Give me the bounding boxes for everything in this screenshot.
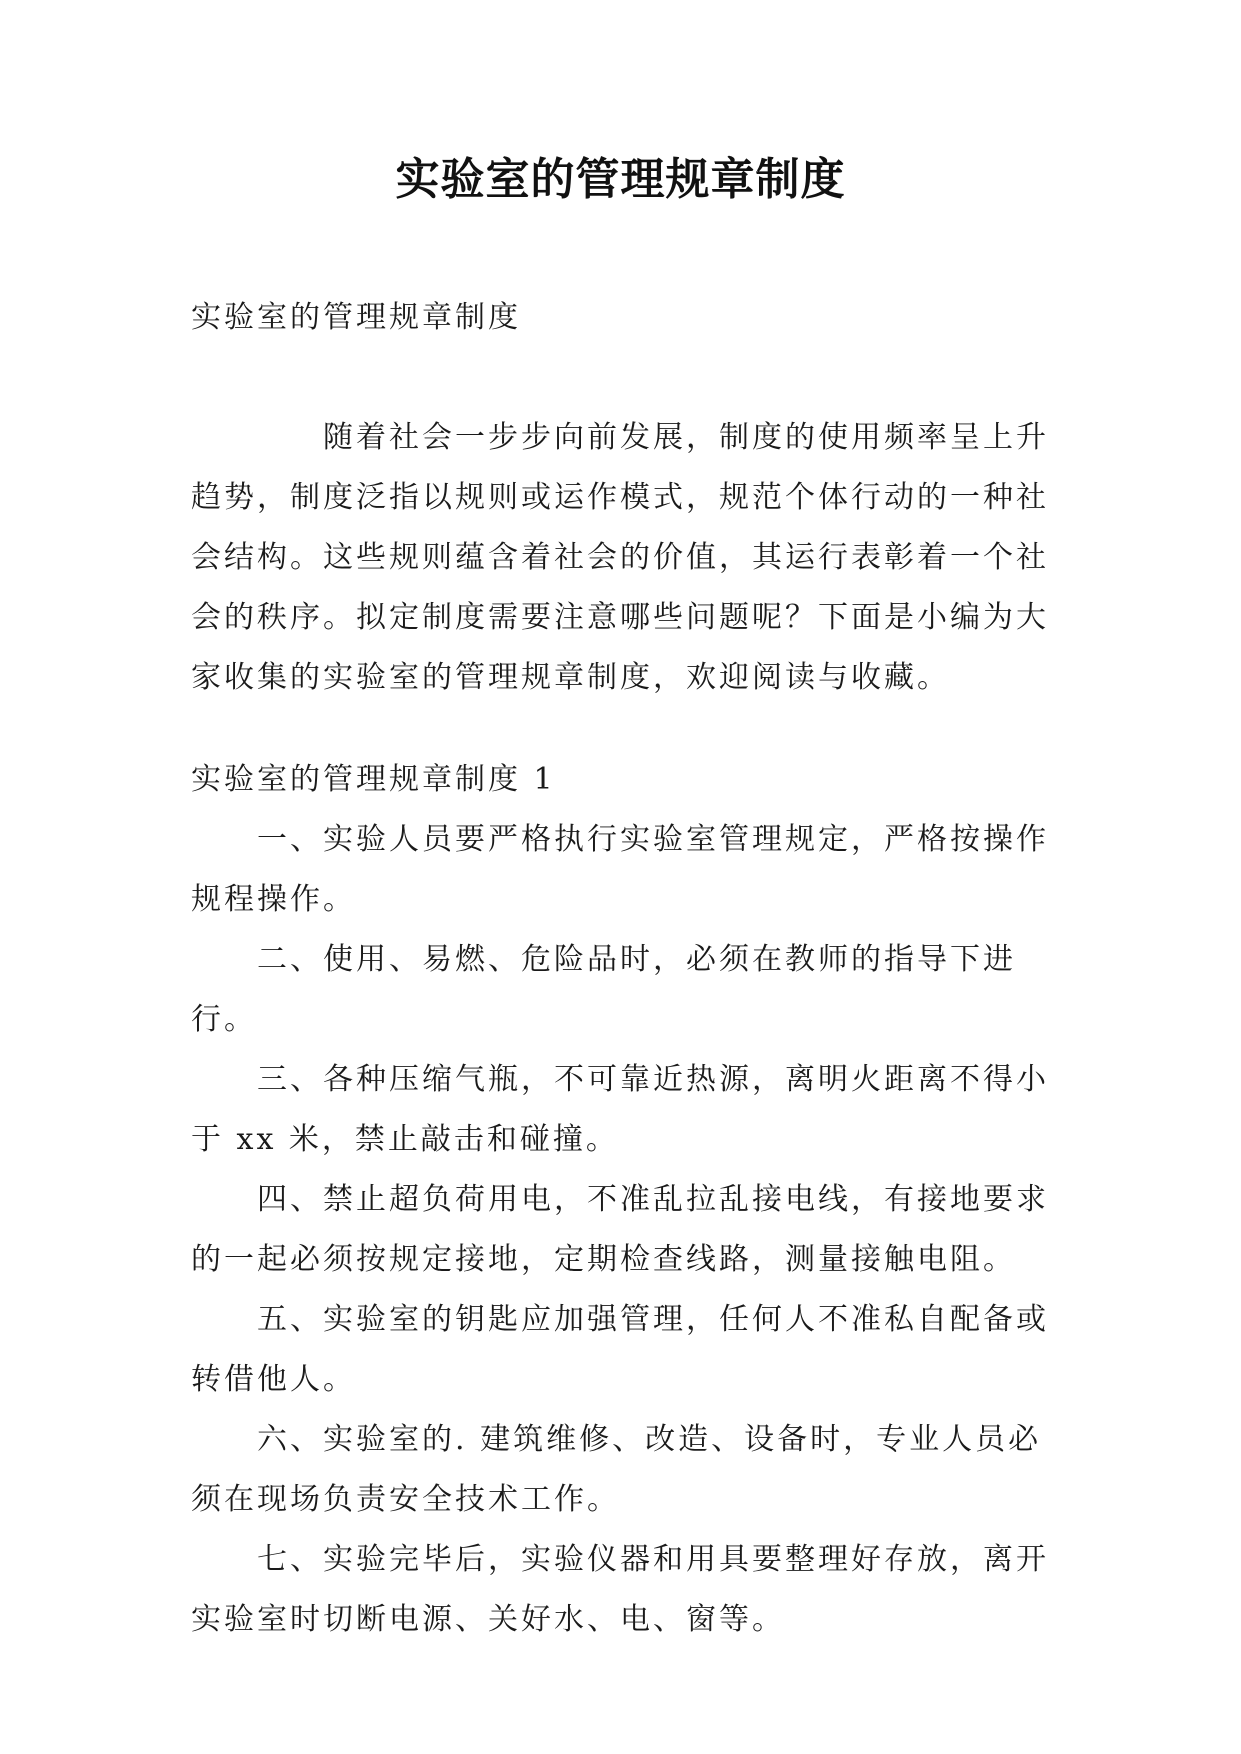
- rule-item-7: 七、实验完毕后，实验仪器和用具要整理好存放，离开实验室时切断电源、关好水、电、窗等。: [191, 1542, 1049, 1637]
- rule-item-3: 三、各种压缩气瓶，不可靠近热源，离明火距离不得小于 xx 米，禁止敲击和碰撞。: [191, 1062, 1049, 1157]
- intro-paragraph: 随着社会一步步向前发展，制度的使用频率呈上升趋势，制度泛指以规则或运作模式，规范个体行动的一种社会结构。这些规则蕴含着社会的价值，其运行表彰着一个社会的秩序。拟定制度需要注意哪些问题呢？下面是小编为大家收集的实验室的管理规章制度，欢迎阅读与收藏。: [191, 420, 1049, 695]
- page-title: 实验室的管理规章制度: [395, 154, 846, 205]
- document-subtitle: 实验室的管理规章制度: [191, 300, 521, 335]
- rule-item-4: 四、禁止超负荷用电，不准乱拉乱接电线，有接地要求的一起必须按规定接地，定期检查线路，测量接触电阻。: [191, 1182, 1049, 1277]
- rule-item-1: 一、实验人员要严格执行实验室管理规定，严格按操作规程操作。: [191, 822, 1049, 917]
- rule-item-6: 六、实验室的. 建筑维修、改造、设备时，专业人员必须在现场负责安全技术工作。: [191, 1422, 1042, 1517]
- rule-item-2: 二、使用、易燃、危险品时，必须在教师的指导下进行。: [191, 942, 1016, 1037]
- rules-list: [191, 810, 1051, 1650]
- section-heading: 实验室的管理规章制度 1: [191, 762, 556, 797]
- rule-item-5: 五、实验室的钥匙应加强管理，任何人不准私自配备或转借他人。: [191, 1302, 1049, 1397]
